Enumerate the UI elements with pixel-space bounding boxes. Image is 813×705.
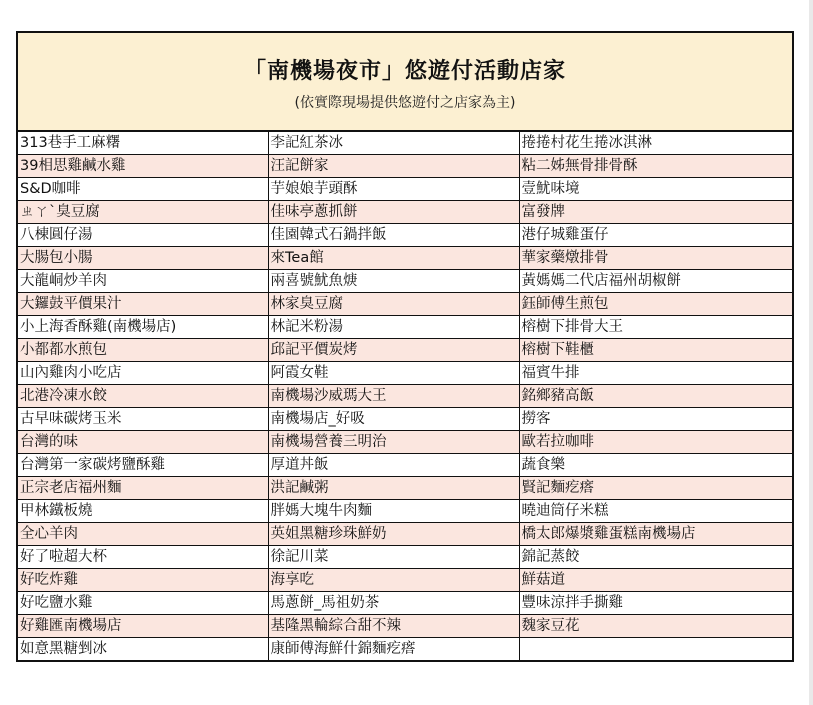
sheet-header [18, 33, 792, 132]
store-name-cell: 洪記鹹粥 [268, 477, 519, 500]
store-name-cell: 南機場沙威瑪大王 [268, 385, 519, 408]
store-name-cell: 好了啦超大杯 [18, 546, 268, 569]
store-name-cell: 南機場營養三明治 [268, 431, 519, 454]
store-name-cell: 汪記餅家 [268, 155, 519, 178]
store-name-cell: 錦記蒸餃 [519, 546, 792, 569]
store-name-cell: 富發牌 [519, 201, 792, 224]
store-name-cell: 華家藥燉排骨 [519, 247, 792, 270]
store-name-cell: S&D咖啡 [18, 178, 268, 201]
store-name-cell: 甲林鐵板燒 [18, 500, 268, 523]
table-row [18, 132, 792, 155]
table-row [18, 569, 792, 592]
store-name-cell: 八棟圓仔湯 [18, 224, 268, 247]
table-row [18, 247, 792, 270]
store-name-cell: 壹魷味境 [519, 178, 792, 201]
store-name-cell: 李記紅茶冰 [268, 132, 519, 155]
table-row [18, 431, 792, 454]
store-name-cell: 林記米粉湯 [268, 316, 519, 339]
store-name-cell: 賢記麵疙瘩 [519, 477, 792, 500]
store-name-cell: 313巷手工麻糬 [18, 132, 268, 155]
store-name-cell: 邱記平價炭烤 [268, 339, 519, 362]
store-name-cell: 馬蔥餅_馬祖奶茶 [268, 592, 519, 615]
table-row [18, 615, 792, 638]
table-row [18, 316, 792, 339]
store-name-cell: 胖媽大塊牛肉麵 [268, 500, 519, 523]
store-name-cell: 好吃鹽水雞 [18, 592, 268, 615]
store-name-cell: 曉迪筒仔米糕 [519, 500, 792, 523]
store-table [18, 132, 792, 660]
store-name-cell: 黃媽媽二代店福州胡椒餅 [519, 270, 792, 293]
table-row [18, 155, 792, 178]
store-name-cell: 銘鄉豬高飯 [519, 385, 792, 408]
store-name-cell: 芋娘娘芋頭酥 [268, 178, 519, 201]
store-name-cell: 基隆黑輪綜合甜不辣 [268, 615, 519, 638]
store-name-cell: 佳園韓式石鍋拌飯 [268, 224, 519, 247]
store-name-cell: 林家臭豆腐 [268, 293, 519, 316]
store-name-cell: 康師傅海鮮什錦麵疙瘩 [268, 638, 519, 661]
table-row [18, 224, 792, 247]
store-name-cell: 北港冷凍水餃 [18, 385, 268, 408]
store-table-body [18, 132, 792, 660]
store-name-cell: 大腸包小腸 [18, 247, 268, 270]
store-name-cell: 正宗老店福州麵 [18, 477, 268, 500]
store-name-cell: 台灣第一家碳烤鹽酥雞 [18, 454, 268, 477]
store-name-cell: 阿霞女鞋 [268, 362, 519, 385]
store-name-cell: 古早味碳烤玉米 [18, 408, 268, 431]
table-row [18, 293, 792, 316]
table-row [18, 339, 792, 362]
table-row [18, 178, 792, 201]
store-name-cell: 魏家豆花 [519, 615, 792, 638]
store-name-cell: 全心羊肉 [18, 523, 268, 546]
store-name-cell: 粘二姊無骨排骨酥 [519, 155, 792, 178]
store-name-cell: 榕樹下鞋櫃 [519, 339, 792, 362]
store-name-cell: 台灣的味 [18, 431, 268, 454]
store-name-cell: 來Tea館 [268, 247, 519, 270]
page-edge [809, 0, 813, 705]
store-name-cell: 好吃炸雞 [18, 569, 268, 592]
table-row [18, 477, 792, 500]
table-row [18, 408, 792, 431]
store-name-cell: 榕樹下排骨大王 [519, 316, 792, 339]
page-title: 「南機場夜市」悠遊付活動店家 [243, 59, 566, 84]
store-name-cell: 大龍峒炒羊肉 [18, 270, 268, 293]
store-name-cell: 好雞匯南機場店 [18, 615, 268, 638]
store-name-cell: 蔬食樂 [519, 454, 792, 477]
store-name-cell: 英姐黑糖珍珠鮮奶 [268, 523, 519, 546]
store-name-cell: 福賓牛排 [519, 362, 792, 385]
table-row [18, 270, 792, 293]
store-name-cell: 豐味涼拌手撕雞 [519, 592, 792, 615]
table-row [18, 523, 792, 546]
store-name-cell: 南機場店_好吸 [268, 408, 519, 431]
store-name-cell: 大鑼鼓平價果汁 [18, 293, 268, 316]
store-name-cell: ㄓㄚˋ臭豆腐 [18, 201, 268, 224]
store-name-cell [519, 638, 792, 661]
store-name-cell: 鮮菇道 [519, 569, 792, 592]
table-row [18, 201, 792, 224]
table-row [18, 454, 792, 477]
store-name-cell: 捲捲村花生捲冰淇淋 [519, 132, 792, 155]
store-name-cell: 撈客 [519, 408, 792, 431]
table-row [18, 592, 792, 615]
store-name-cell: 徐記川菜 [268, 546, 519, 569]
table-row [18, 362, 792, 385]
table-row [18, 500, 792, 523]
store-name-cell: 佳味亭蔥抓餅 [268, 201, 519, 224]
table-row [18, 385, 792, 408]
store-name-cell: 如意黑糖剉冰 [18, 638, 268, 661]
store-name-cell: 兩喜號魷魚焿 [268, 270, 519, 293]
table-row [18, 546, 792, 569]
store-name-cell: 鈺師傅生煎包 [519, 293, 792, 316]
store-name-cell: 厚道丼飯 [268, 454, 519, 477]
store-name-cell: 山內雞肉小吃店 [18, 362, 268, 385]
table-row [18, 638, 792, 661]
store-name-cell: 歐若拉咖啡 [519, 431, 792, 454]
store-name-cell: 小都都水煎包 [18, 339, 268, 362]
store-name-cell: 小上海香酥雞(南機場店) [18, 316, 268, 339]
store-list-sheet [16, 31, 794, 662]
store-name-cell: 海享吃 [268, 569, 519, 592]
store-name-cell: 39相思雞鹹水雞 [18, 155, 268, 178]
store-name-cell: 港仔城雞蛋仔 [519, 224, 792, 247]
store-name-cell: 橋太郎爆漿雞蛋糕南機場店 [519, 523, 792, 546]
page-subtitle: (依實際現場提供悠遊付之店家為主) [294, 95, 516, 111]
